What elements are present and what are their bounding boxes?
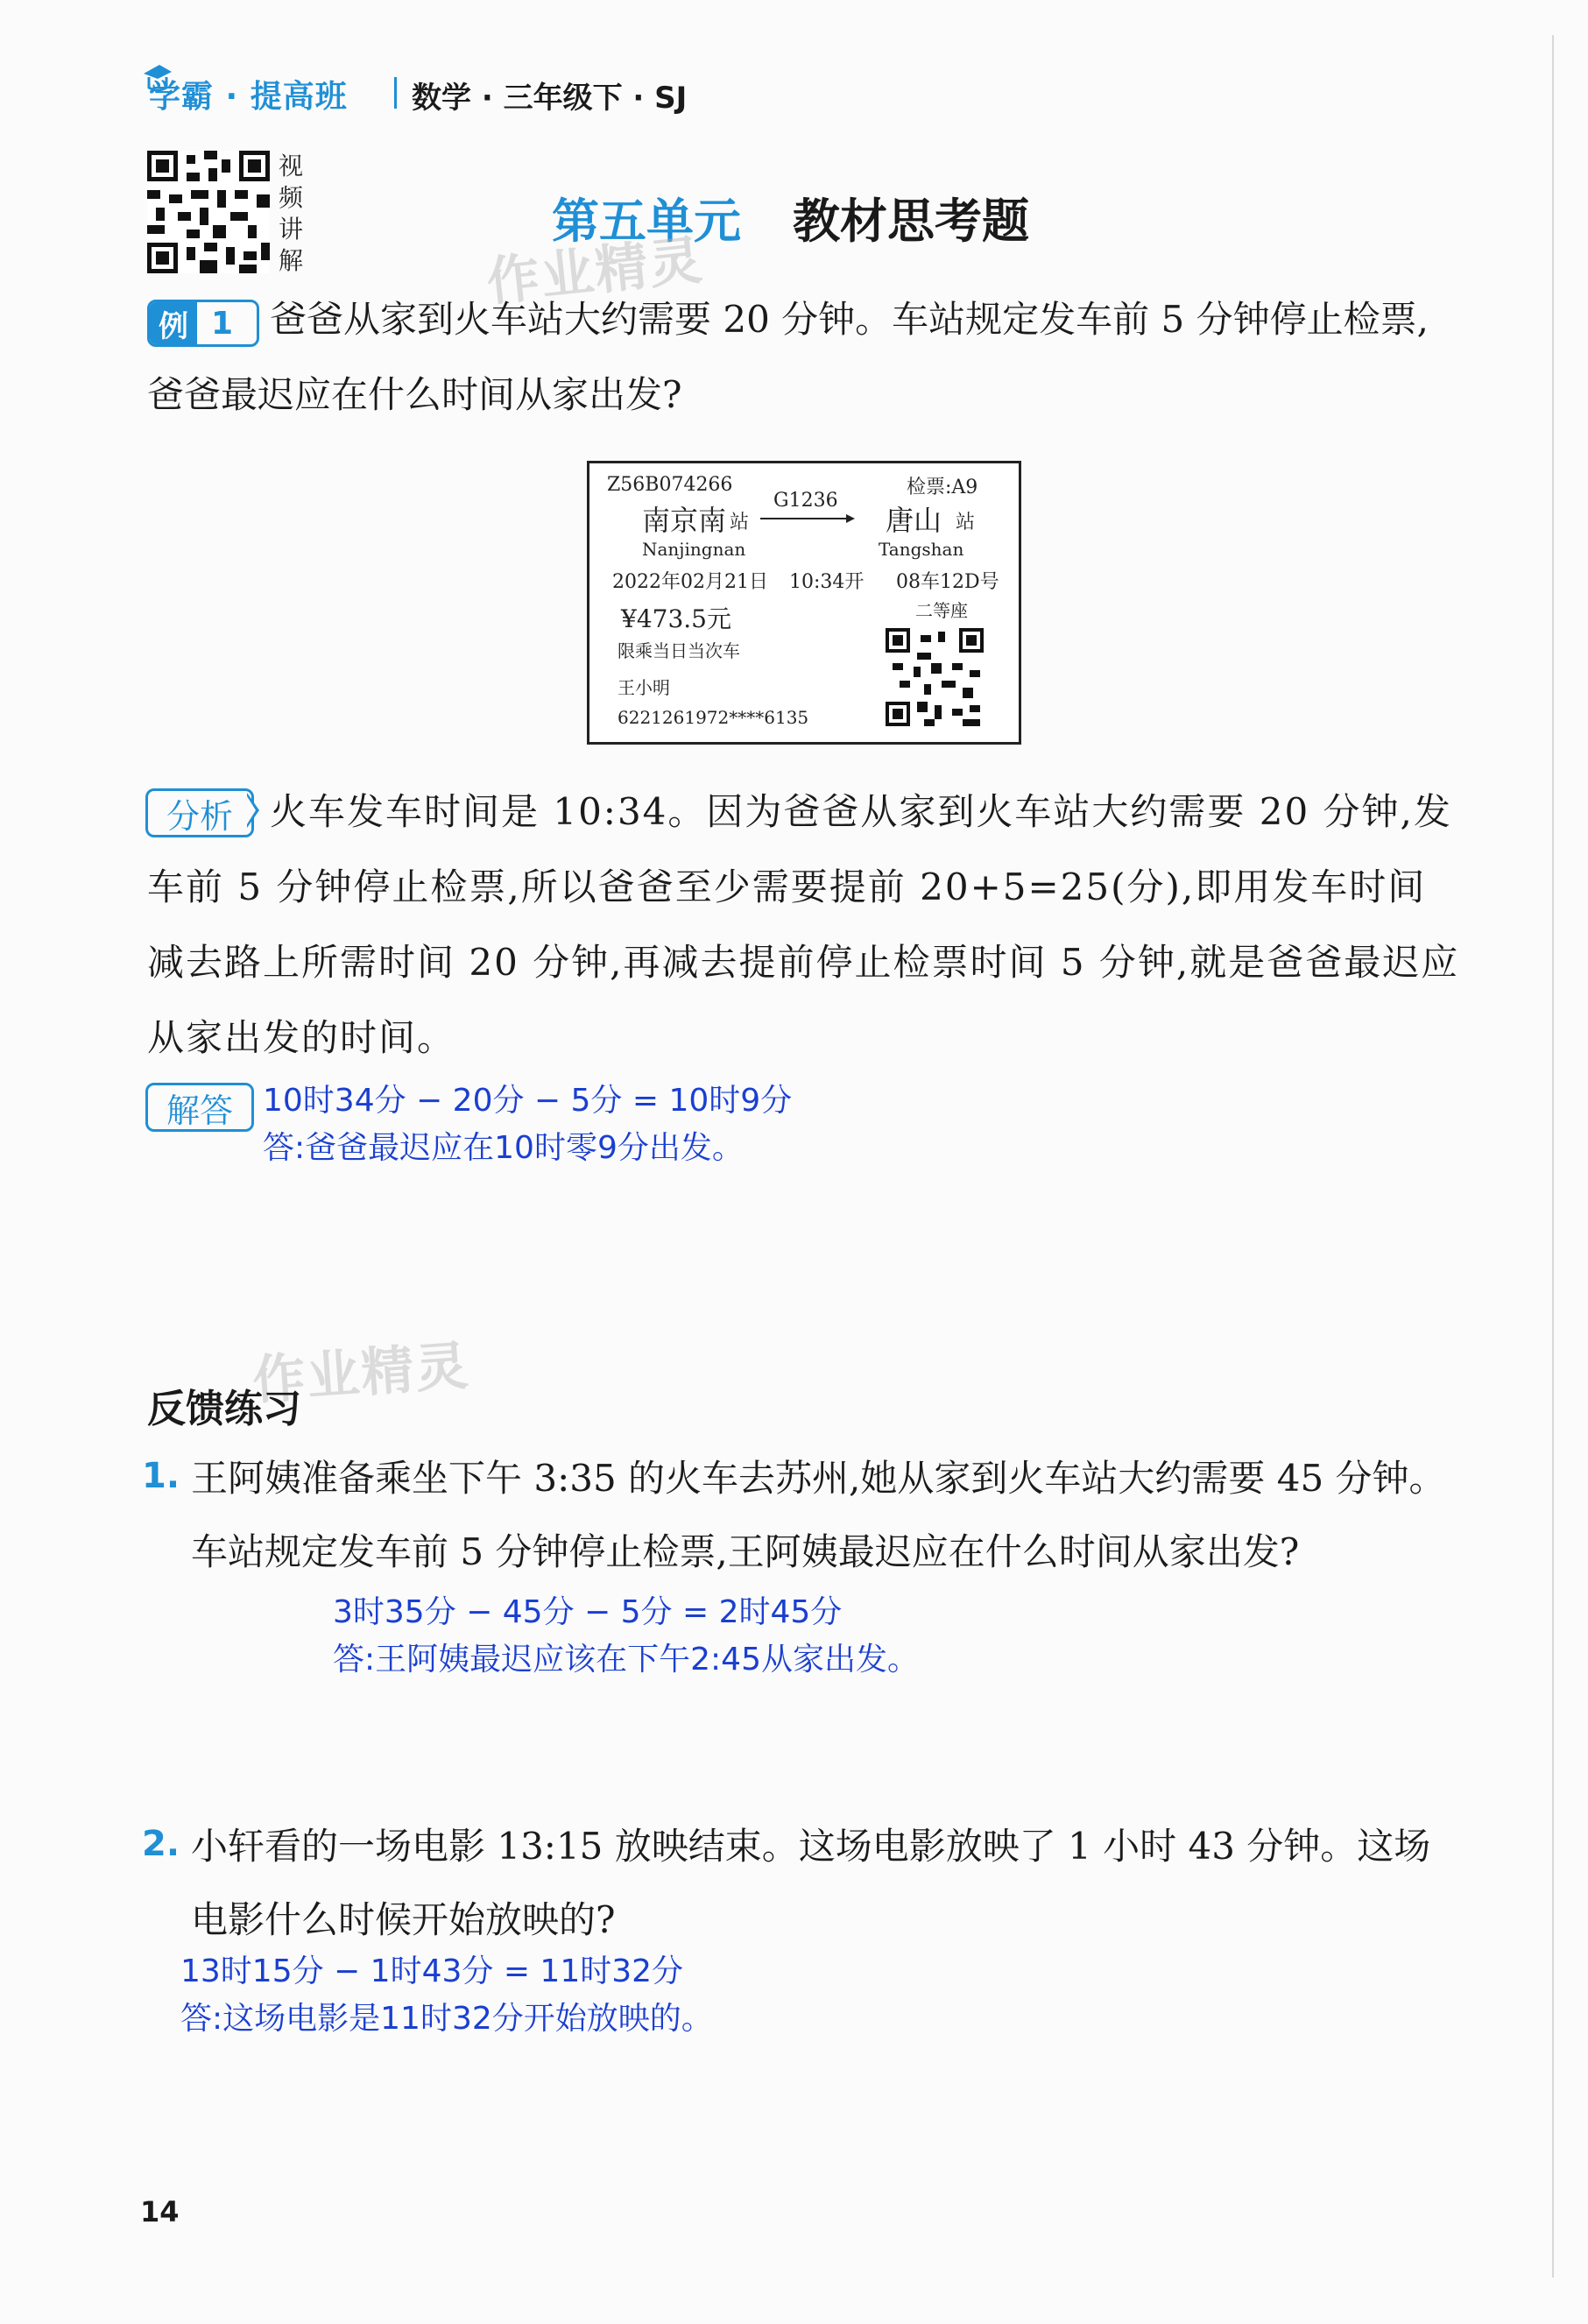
page-number: 14 [140, 2195, 180, 2229]
question-2-number: 2. [142, 1824, 180, 1864]
question-1-number: 1. [142, 1456, 180, 1496]
ticket-time: 10:34开 [789, 571, 865, 593]
ticket-arrow-icon [760, 512, 857, 525]
ticket-serial: Z56B074266 [607, 474, 733, 496]
analysis-text: 火车发车时间是 10:34。因为爸爸从家到火车站大约需要 20 分钟,发车前 5 分钟停止检票,所以爸爸至少需要提前 20+5=25(分),即用发车时间减去路上所需时间 20 分钟,再减去提前停止检票时间 5 分钟,就是爸爸最迟应从家出发的时间。 [147, 790, 1460, 1059]
ticket-id: 6221261972****6135 [618, 707, 809, 728]
ticket-from: 南京南 [642, 504, 727, 537]
qr-video-label: 视 频 讲 解 [279, 152, 304, 275]
question-2-answer: 答:这场电影是11时32分开始放映的。 [180, 2001, 713, 2037]
ticket-limit: 限乘当日当次车 [618, 640, 740, 661]
ticket-check: 检票:A9 [907, 477, 978, 498]
ticket-price: ¥473.5元 [621, 604, 731, 633]
qr-code-icon[interactable] [147, 151, 270, 273]
question-1-text: 王阿姨准备乘坐下午 3:35 的火车去苏州,她从家到火车站大约需要 45 分钟。车站规定发车前 5 分钟停止检票,王阿姨最迟应在什么时间从家出发? [191, 1457, 1446, 1573]
section-title: 教材思考题 [793, 193, 1029, 249]
question-1-answer: 答:王阿姨最迟应该在下午2:45从家出发。 [333, 1642, 919, 1678]
watermark: 作业精灵 [483, 230, 707, 314]
header-subject: 数学 · 三年级下 · SJ [412, 81, 688, 116]
train-ticket [587, 461, 1021, 745]
header-divider [394, 77, 397, 109]
unit-title: 第五单元 [552, 193, 741, 249]
ticket-from-suffix: 站 [730, 512, 750, 533]
question-1-calculation: 3时35分 − 45分 − 5分 = 2时45分 [333, 1594, 843, 1630]
ticket-date: 2022年02月21日 [612, 571, 768, 593]
watermark-2: 作业精灵 [251, 1335, 472, 1412]
question-2-text: 小轩看的一场电影 13:15 放映结束。这场电影放映了 1 小时 43 分钟。这场电影什么时候开始放映的? [191, 1825, 1431, 1941]
question-2-calculation: 13时15分 − 1时43分 = 11时32分 [180, 1953, 684, 1989]
answer-badge: 解答 [145, 1083, 254, 1132]
ticket-to-suffix: 站 [956, 512, 976, 533]
ticket-to: 唐山 [886, 504, 942, 537]
example-question: 爸爸从家到火车站大约需要 20 分钟。车站规定发车前 5 分钟停止检票,爸爸最迟应在什么时间从家出发? [147, 298, 1429, 416]
feedback-title: 反馈练习 [147, 1387, 301, 1431]
answer-calculation: 10时34分 − 20分 − 5分 = 10时9分 [263, 1083, 793, 1119]
ticket-seat: 08车12D号 [896, 571, 999, 593]
ticket-passenger: 王小明 [618, 677, 670, 698]
ticket-from-pinyin: Nanjingnan [642, 539, 746, 560]
example-badge: 例 1 [147, 300, 259, 347]
ticket-class: 二等座 [915, 600, 968, 621]
ticket-to-pinyin: Tangshan [879, 539, 964, 560]
ticket-train-number: G1236 [773, 490, 838, 512]
page-edge [1552, 35, 1554, 2278]
ticket-qr-icon [886, 628, 984, 726]
header-brand: 学霸 · 提高班 [149, 79, 348, 115]
answer-sentence: 答:爸爸最迟应在10时零9分出发。 [263, 1130, 744, 1166]
analysis-badge: 分析 [145, 788, 254, 837]
